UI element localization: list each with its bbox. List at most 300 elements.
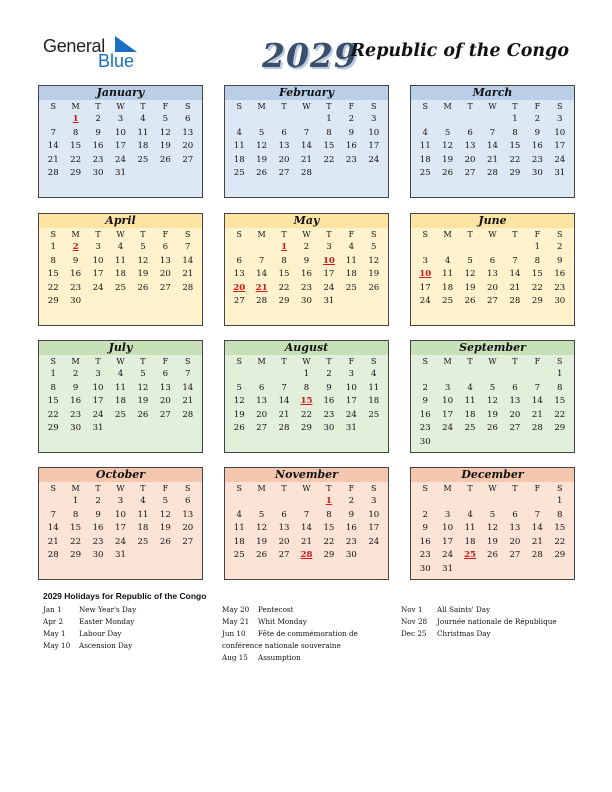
month-name: May	[225, 214, 388, 228]
holiday-entry	[43, 616, 136, 628]
day-cell: 3	[371, 496, 377, 506]
day-cell: 9	[534, 127, 541, 138]
weekday-header: S	[557, 230, 563, 239]
day-cell: 2	[303, 242, 310, 252]
day-cell: 3	[444, 382, 451, 393]
day-cell: 17	[92, 269, 104, 280]
day-cell: 28	[182, 282, 194, 293]
weekday-header: W	[302, 230, 311, 239]
day-cell: 10	[368, 127, 380, 138]
brand-general-text: General	[43, 36, 105, 56]
day-cell: 6	[236, 255, 242, 266]
month-day-grid	[39, 355, 202, 436]
day-cell: 14	[509, 269, 521, 280]
day-cell: 16	[419, 409, 431, 420]
holiday-day-cell: 2	[72, 242, 79, 252]
month-day-grid	[225, 482, 388, 563]
weekday-header: M	[257, 102, 266, 111]
day-cell: 5	[371, 242, 377, 252]
day-cell: 8	[50, 255, 56, 266]
weekday-header: T	[281, 484, 287, 493]
day-cell: 7	[185, 369, 191, 379]
weekday-header: T	[95, 484, 101, 493]
month-may	[224, 213, 389, 326]
weekday-header: T	[140, 357, 146, 366]
empty-day-cell	[42, 113, 64, 127]
day-cell: 23	[70, 409, 82, 420]
day-cell: 23	[419, 423, 431, 434]
holiday-name: New Year's Day	[79, 605, 137, 614]
holiday-date: May 21	[222, 617, 250, 626]
day-cell: 5	[236, 382, 242, 393]
day-cell: 13	[509, 396, 521, 407]
day-cell: 5	[444, 127, 451, 138]
holiday-name: Ascension Day	[79, 641, 133, 650]
day-cell: 26	[137, 282, 149, 293]
day-cell: 11	[464, 396, 476, 407]
day-cell: 7	[303, 509, 310, 520]
weekday-header: M	[71, 357, 80, 366]
day-cell: 23	[531, 154, 543, 165]
day-cell: 9	[422, 396, 428, 407]
day-cell: 25	[419, 168, 431, 179]
weekday-header: T	[467, 484, 473, 493]
empty-day-cell	[481, 368, 503, 382]
day-cell: 14	[47, 523, 59, 534]
empty-day-cell	[459, 113, 481, 127]
day-cell: 11	[137, 509, 149, 520]
weekday-header: T	[512, 230, 518, 239]
day-cell: 20	[182, 141, 194, 152]
day-cell: 14	[487, 141, 498, 152]
day-cell: 26	[368, 282, 380, 293]
weekday-header: S	[422, 230, 428, 239]
day-cell: 11	[345, 255, 357, 266]
day-cell: 4	[236, 509, 242, 520]
day-cell: 26	[487, 423, 498, 434]
day-cell: 21	[301, 154, 312, 165]
day-cell: 7	[281, 382, 287, 393]
weekday-header: F	[162, 357, 169, 366]
day-cell: 14	[278, 396, 290, 407]
month-day-grid	[39, 482, 202, 563]
weekday-header: S	[236, 357, 242, 366]
day-cell: 24	[345, 409, 357, 420]
empty-day-cell	[504, 495, 526, 509]
month-october	[38, 467, 203, 580]
day-cell: 18	[345, 269, 357, 280]
weekday-header: W	[116, 357, 125, 366]
day-cell: 19	[368, 269, 380, 280]
day-cell: 14	[301, 141, 312, 152]
weekday-header: T	[281, 357, 287, 366]
day-cell: 17	[419, 282, 431, 293]
day-cell: 24	[442, 423, 454, 434]
day-cell: 17	[323, 269, 335, 280]
month-name: December	[411, 468, 574, 482]
day-cell: 4	[140, 496, 146, 506]
weekday-header: S	[557, 102, 563, 111]
holiday-name: Whit Monday	[258, 617, 307, 626]
day-cell: 25	[233, 168, 245, 179]
weekday-header: T	[512, 484, 518, 493]
day-cell: 25	[137, 536, 149, 547]
empty-day-cell	[228, 241, 250, 255]
day-cell: 30	[70, 423, 82, 434]
day-cell: 29	[554, 550, 566, 561]
day-cell: 19	[256, 536, 268, 547]
day-cell: 28	[278, 423, 290, 434]
weekday-header: W	[488, 357, 497, 366]
weekday-header: M	[71, 230, 80, 239]
day-cell: 3	[117, 496, 124, 506]
month-name: January	[39, 86, 202, 100]
day-cell: 6	[258, 382, 265, 393]
holiday-name: Pentecost	[258, 605, 294, 614]
day-cell: 15	[47, 269, 59, 280]
day-cell: 31	[323, 296, 335, 307]
month-day-grid	[225, 100, 388, 181]
weekday-header: T	[467, 230, 473, 239]
day-cell: 24	[115, 536, 126, 547]
weekday-header: S	[185, 357, 191, 366]
day-cell: 22	[323, 536, 335, 547]
day-cell: 28	[509, 296, 521, 307]
holiday-name: conférence nationale souveraine	[222, 641, 341, 650]
weekday-header: M	[443, 230, 452, 239]
weekday-header: T	[467, 357, 473, 366]
day-cell: 17	[115, 523, 126, 534]
day-cell: 1	[534, 242, 541, 252]
day-cell: 23	[345, 154, 357, 165]
day-cell: 15	[323, 523, 335, 534]
month-name: April	[39, 214, 202, 228]
day-cell: 25	[115, 409, 126, 420]
day-cell: 11	[115, 255, 126, 266]
day-cell: 6	[185, 114, 191, 124]
day-cell: 24	[323, 282, 335, 293]
day-cell: 18	[368, 396, 380, 407]
day-cell: 8	[557, 382, 563, 393]
day-cell: 23	[345, 536, 357, 547]
holiday-name: All Saints' Day	[437, 605, 491, 614]
empty-day-cell	[273, 495, 295, 509]
day-cell: 11	[233, 523, 245, 534]
holiday-date: Nov 1	[401, 605, 423, 614]
day-cell: 25	[137, 154, 149, 165]
day-cell: 12	[464, 269, 476, 280]
weekday-header: T	[95, 102, 101, 111]
day-cell: 4	[371, 369, 377, 379]
day-cell: 19	[159, 141, 171, 152]
day-cell: 12	[256, 141, 268, 152]
day-cell: 8	[512, 127, 518, 138]
holiday-entry	[222, 628, 358, 640]
day-cell: 15	[70, 141, 82, 152]
holiday-day-cell: 1	[281, 242, 288, 252]
month-march	[410, 85, 575, 198]
day-cell: 26	[233, 423, 245, 434]
day-cell: 27	[182, 536, 194, 547]
day-cell: 16	[301, 269, 312, 280]
day-cell: 15	[47, 396, 59, 407]
day-cell: 1	[72, 496, 79, 506]
day-cell: 11	[115, 382, 126, 393]
day-cell: 25	[442, 296, 454, 307]
day-cell: 28	[47, 168, 59, 179]
day-cell: 23	[419, 550, 431, 561]
day-cell: 13	[182, 127, 194, 138]
day-cell: 24	[115, 154, 126, 165]
day-cell: 16	[554, 269, 566, 280]
month-day-grid	[411, 482, 574, 577]
day-cell: 22	[70, 536, 82, 547]
day-cell: 13	[278, 523, 290, 534]
weekday-header: S	[371, 484, 377, 493]
weekday-header: W	[302, 484, 311, 493]
day-cell: 28	[47, 550, 59, 561]
day-cell: 2	[95, 114, 101, 124]
day-cell: 12	[487, 396, 498, 407]
day-cell: 13	[256, 396, 268, 407]
day-cell: 23	[554, 282, 566, 293]
weekday-header: T	[326, 357, 332, 366]
weekday-header: F	[534, 357, 541, 366]
weekday-header: T	[140, 484, 146, 493]
day-cell: 23	[323, 409, 335, 420]
day-cell: 19	[487, 409, 498, 420]
day-cell: 15	[509, 141, 521, 152]
day-cell: 10	[92, 255, 104, 266]
day-cell: 10	[115, 127, 126, 138]
month-name: September	[411, 341, 574, 355]
day-cell: 6	[467, 127, 473, 138]
day-cell: 2	[348, 496, 355, 506]
month-april	[38, 213, 203, 326]
day-cell: 27	[487, 296, 498, 307]
day-cell: 16	[419, 536, 431, 547]
day-cell: 9	[72, 255, 79, 266]
day-cell: 3	[557, 114, 563, 124]
day-cell: 15	[554, 523, 566, 534]
weekday-header: T	[512, 102, 518, 111]
weekday-header: S	[422, 102, 428, 111]
holiday-entry	[43, 628, 136, 640]
day-cell: 12	[442, 141, 454, 152]
day-cell: 21	[509, 282, 521, 293]
day-cell: 14	[256, 269, 268, 280]
weekday-header: M	[257, 230, 266, 239]
day-cell: 19	[487, 536, 498, 547]
empty-day-cell	[250, 241, 272, 255]
day-cell: 13	[159, 382, 171, 393]
day-cell: 22	[70, 154, 82, 165]
day-cell: 1	[50, 369, 56, 379]
weekday-header: S	[50, 484, 56, 493]
day-cell: 21	[301, 536, 312, 547]
empty-day-cell	[228, 368, 250, 382]
day-cell: 27	[509, 423, 521, 434]
day-cell: 7	[50, 127, 56, 138]
day-cell: 26	[487, 550, 498, 561]
weekday-header: S	[422, 484, 428, 493]
day-cell: 26	[159, 154, 171, 165]
day-cell: 26	[464, 296, 476, 307]
day-cell: 29	[278, 296, 290, 307]
day-cell: 25	[368, 409, 380, 420]
day-cell: 15	[323, 141, 335, 152]
weekday-header: W	[116, 102, 125, 111]
day-cell: 20	[509, 536, 521, 547]
day-cell: 3	[422, 255, 428, 266]
day-cell: 30	[92, 168, 104, 179]
day-cell: 29	[301, 423, 312, 434]
holiday-day-cell: 10	[322, 255, 335, 266]
day-cell: 5	[467, 255, 473, 266]
day-cell: 21	[47, 536, 59, 547]
day-cell: 30	[301, 296, 312, 307]
day-cell: 1	[303, 369, 310, 379]
day-cell: 7	[258, 255, 265, 266]
weekday-header: S	[371, 230, 377, 239]
empty-day-cell	[414, 113, 436, 127]
day-cell: 20	[278, 154, 290, 165]
weekday-header: T	[281, 230, 287, 239]
day-cell: 21	[278, 409, 290, 420]
day-cell: 11	[419, 141, 431, 152]
day-cell: 12	[137, 382, 149, 393]
holiday-day-cell: 21	[255, 282, 268, 293]
day-cell: 22	[323, 154, 335, 165]
day-cell: 28	[531, 550, 543, 561]
empty-day-cell	[42, 495, 64, 509]
day-cell: 25	[115, 282, 126, 293]
day-cell: 31	[442, 563, 454, 574]
day-cell: 11	[137, 127, 149, 138]
day-cell: 6	[162, 369, 169, 379]
day-cell: 12	[137, 255, 149, 266]
weekday-header: M	[443, 102, 452, 111]
day-cell: 19	[256, 154, 268, 165]
day-cell: 19	[159, 523, 171, 534]
day-cell: 5	[162, 114, 169, 124]
day-cell: 18	[464, 409, 476, 420]
day-cell: 6	[489, 255, 496, 266]
day-cell: 27	[278, 550, 290, 561]
day-cell: 19	[442, 154, 454, 165]
day-cell: 1	[557, 369, 563, 379]
day-cell: 16	[70, 269, 82, 280]
weekday-header: S	[557, 357, 563, 366]
month-name: March	[411, 86, 574, 100]
day-cell: 29	[531, 296, 543, 307]
day-cell: 11	[368, 382, 380, 393]
empty-day-cell	[273, 368, 295, 382]
weekday-header: W	[302, 102, 311, 111]
day-cell: 10	[554, 127, 566, 138]
day-cell: 24	[92, 409, 104, 420]
day-cell: 1	[557, 496, 563, 506]
month-name: October	[39, 468, 202, 482]
weekday-header: M	[443, 357, 452, 366]
weekday-header: M	[257, 484, 266, 493]
day-cell: 20	[159, 396, 171, 407]
empty-day-cell	[414, 368, 436, 382]
weekday-header: S	[422, 357, 428, 366]
day-cell: 3	[326, 242, 332, 252]
weekday-header: S	[236, 484, 242, 493]
day-cell: 14	[531, 523, 543, 534]
day-cell: 16	[345, 141, 357, 152]
weekday-header: T	[467, 102, 473, 111]
day-cell: 4	[467, 382, 473, 393]
month-september	[410, 340, 575, 453]
holiday-column	[222, 604, 358, 664]
day-cell: 30	[345, 550, 357, 561]
day-cell: 14	[47, 141, 59, 152]
weekday-header: S	[236, 102, 242, 111]
day-cell: 31	[92, 423, 104, 434]
holiday-date: Jun 10	[222, 629, 246, 638]
day-cell: 10	[345, 382, 357, 393]
day-cell: 28	[487, 168, 498, 179]
weekday-header: F	[162, 230, 169, 239]
day-cell: 29	[70, 168, 82, 179]
empty-day-cell	[250, 495, 272, 509]
day-cell: 5	[162, 496, 169, 506]
day-cell: 27	[159, 282, 171, 293]
day-cell: 26	[137, 409, 149, 420]
day-cell: 28	[531, 423, 543, 434]
day-cell: 20	[509, 409, 521, 420]
day-cell: 9	[303, 255, 310, 266]
holiday-name: Labour Day	[79, 629, 122, 638]
day-cell: 22	[47, 282, 59, 293]
empty-day-cell	[481, 495, 503, 509]
day-cell: 27	[233, 296, 245, 307]
day-cell: 2	[95, 496, 101, 506]
day-cell: 21	[182, 269, 194, 280]
day-cell: 16	[531, 141, 543, 152]
holiday-entry	[401, 604, 557, 616]
day-cell: 13	[182, 509, 194, 520]
day-cell: 17	[115, 141, 126, 152]
day-cell: 2	[422, 509, 428, 520]
day-cell: 7	[50, 509, 56, 520]
day-cell: 22	[278, 282, 290, 293]
weekday-header: T	[140, 230, 146, 239]
weekday-header: T	[95, 357, 101, 366]
weekday-header: M	[257, 357, 266, 366]
day-cell: 12	[233, 396, 245, 407]
weekday-header: S	[185, 102, 191, 111]
day-cell: 30	[531, 168, 543, 179]
month-day-grid	[411, 355, 574, 450]
day-cell: 3	[444, 509, 451, 520]
day-cell: 20	[487, 282, 498, 293]
day-cell: 12	[487, 523, 498, 534]
empty-day-cell	[526, 368, 548, 382]
day-cell: 9	[95, 509, 101, 520]
day-cell: 18	[442, 282, 454, 293]
day-cell: 24	[442, 550, 454, 561]
month-name: June	[411, 214, 574, 228]
day-cell: 13	[487, 269, 498, 280]
day-cell: 30	[419, 563, 431, 574]
month-august	[224, 340, 389, 453]
weekday-header: F	[348, 230, 355, 239]
day-cell: 24	[554, 154, 566, 165]
